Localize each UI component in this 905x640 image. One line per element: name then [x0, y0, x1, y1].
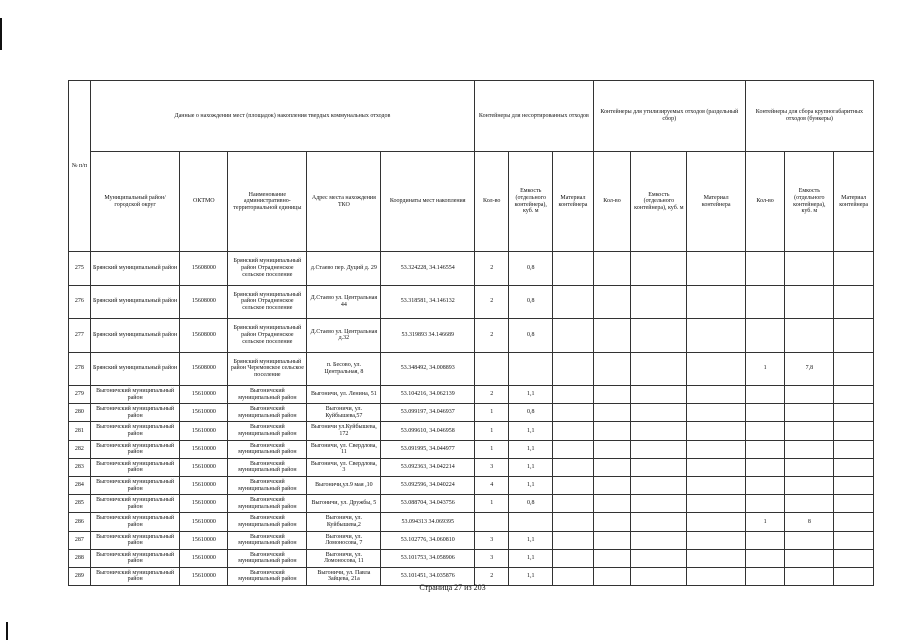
cell-oktmo: 15608000 [180, 285, 228, 319]
cell-recycle-capacity [631, 352, 687, 386]
cell-recycle-capacity [631, 476, 687, 494]
cell-recycle-material [687, 549, 745, 567]
cell-row-number: 283 [69, 458, 91, 476]
cell-unsorted-material [553, 513, 594, 531]
cell-unsorted-qty: 3 [475, 549, 509, 567]
cell-district: Выгоничский муниципальный район [90, 386, 180, 404]
group-header-unsorted: Контейнеры для несортированных отходов [475, 81, 594, 152]
cell-bulky-qty [745, 386, 785, 404]
cell-unsorted-material [553, 549, 594, 567]
cell-oktmo: 15608000 [180, 352, 228, 386]
cell-admin-unit: Выгоничский муниципальный район [228, 422, 307, 440]
cell-oktmo: 15610000 [180, 513, 228, 531]
cell-address: Д.Стаево ул. Центральная д.32 [307, 319, 381, 353]
cell-unsorted-qty [475, 513, 509, 531]
cell-bulky-capacity [785, 458, 834, 476]
cell-row-number: 285 [69, 495, 91, 513]
cell-unsorted-material [553, 352, 594, 386]
cell-bulky-capacity: 7,8 [785, 352, 834, 386]
cell-unsorted-capacity: 1,1 [509, 476, 553, 494]
cell-row-number: 288 [69, 549, 91, 567]
cell-recycle-material [687, 285, 745, 319]
cell-admin-unit: Брянский муниципальный район Черемовское сельское поселение [228, 352, 307, 386]
cell-recycle-qty [593, 549, 630, 567]
cell-row-number: 284 [69, 476, 91, 494]
cell-recycle-material [687, 252, 745, 286]
cell-admin-unit: Брянский муниципальный район Отрадненское сельское поселение [228, 285, 307, 319]
cell-bulky-material [834, 495, 874, 513]
col-material-header: Материал контейнера [687, 152, 745, 252]
cell-unsorted-qty [475, 352, 509, 386]
cell-address: Выгоничи,ул.9 мая ,10 [307, 476, 381, 494]
table-body [69, 252, 874, 586]
cell-recycle-capacity [631, 458, 687, 476]
cell-oktmo: 15610000 [180, 404, 228, 422]
table-row [69, 531, 874, 549]
cell-recycle-qty [593, 352, 630, 386]
cell-bulky-capacity [785, 440, 834, 458]
cell-recycle-qty [593, 386, 630, 404]
cell-bulky-material [834, 476, 874, 494]
cell-address: д.Стаево пер. Дуций д. 29 [307, 252, 381, 286]
group-header-recycle: Контейнеры для утилизируемых отходов (раздельный сбор) [593, 81, 745, 152]
cell-unsorted-capacity: 1,1 [509, 458, 553, 476]
cell-unsorted-capacity: 0,8 [509, 404, 553, 422]
table-row [69, 404, 874, 422]
cell-oktmo: 15610000 [180, 422, 228, 440]
col-num-header: № п/п [69, 81, 91, 252]
cell-recycle-capacity [631, 386, 687, 404]
tko-register-table [68, 80, 874, 586]
cell-bulky-qty: 1 [745, 352, 785, 386]
cell-bulky-capacity [785, 476, 834, 494]
cell-bulky-qty [745, 252, 785, 286]
cell-oktmo: 15608000 [180, 252, 228, 286]
cell-bulky-material [834, 513, 874, 531]
col-qty-header: Кол-во [745, 152, 785, 252]
cell-unsorted-capacity: 1,1 [509, 531, 553, 549]
cell-unsorted-qty: 4 [475, 476, 509, 494]
col-unit-header: Наименование административно-территориальной единицы [228, 152, 307, 252]
cell-unsorted-material [553, 531, 594, 549]
cell-bulky-capacity [785, 422, 834, 440]
cell-district: Брянский муниципальный район [90, 352, 180, 386]
cell-recycle-material [687, 531, 745, 549]
cell-bulky-qty [745, 285, 785, 319]
cell-address: Выгоничи ул.Куйбышева, 172 [307, 422, 381, 440]
cell-unsorted-qty: 1 [475, 404, 509, 422]
cell-district: Брянский муниципальный район [90, 319, 180, 353]
cell-district: Выгоничский муниципальный район [90, 549, 180, 567]
cell-admin-unit: Выгоничский муниципальный район [228, 567, 307, 585]
cell-recycle-capacity [631, 531, 687, 549]
cell-oktmo: 15610000 [180, 476, 228, 494]
cell-admin-unit: Выгоничский муниципальный район [228, 458, 307, 476]
cell-recycle-capacity [631, 404, 687, 422]
cell-recycle-capacity [631, 513, 687, 531]
cell-coordinates: 53.348492, 34.008893 [381, 352, 475, 386]
cell-recycle-qty [593, 319, 630, 353]
cell-unsorted-capacity: 0,8 [509, 495, 553, 513]
cell-recycle-material [687, 513, 745, 531]
col-qty-header: Кол-во [593, 152, 630, 252]
col-capacity-header: Емкость (отдельного контейнера), куб. м [631, 152, 687, 252]
cell-oktmo: 15610000 [180, 495, 228, 513]
cell-recycle-capacity [631, 252, 687, 286]
cell-unsorted-qty: 2 [475, 386, 509, 404]
cell-row-number: 276 [69, 285, 91, 319]
cell-bulky-qty [745, 495, 785, 513]
table-row [69, 458, 874, 476]
cell-unsorted-qty: 3 [475, 458, 509, 476]
cell-unsorted-qty: 2 [475, 285, 509, 319]
cell-district: Брянский муниципальный район [90, 285, 180, 319]
cell-bulky-material [834, 422, 874, 440]
cell-unsorted-qty: 1 [475, 440, 509, 458]
cell-coordinates: 53.091995, 34.044977 [381, 440, 475, 458]
cell-admin-unit: Выгоничский муниципальный район [228, 404, 307, 422]
cell-admin-unit: Выгоничский муниципальный район [228, 549, 307, 567]
cell-recycle-material [687, 458, 745, 476]
cell-recycle-material [687, 476, 745, 494]
cell-bulky-material [834, 352, 874, 386]
cell-recycle-material [687, 422, 745, 440]
cell-recycle-capacity [631, 495, 687, 513]
cell-unsorted-capacity: 1,1 [509, 567, 553, 585]
cell-recycle-qty [593, 531, 630, 549]
cell-recycle-capacity [631, 319, 687, 353]
cell-district: Выгоничский муниципальный район [90, 531, 180, 549]
cell-bulky-qty [745, 549, 785, 567]
cell-unsorted-capacity: 1,1 [509, 386, 553, 404]
cell-unsorted-capacity: 1,1 [509, 549, 553, 567]
cell-unsorted-material [553, 404, 594, 422]
cell-coordinates: 53.104216, 34.062139 [381, 386, 475, 404]
cell-address: Выгоничи, ул. Ломоносова, 7 [307, 531, 381, 549]
cell-row-number: 282 [69, 440, 91, 458]
table-row [69, 495, 874, 513]
cell-bulky-capacity [785, 285, 834, 319]
cell-coordinates: 53.319893 34.146689 [381, 319, 475, 353]
cell-unsorted-capacity [509, 513, 553, 531]
table-row [69, 513, 874, 531]
cell-recycle-material [687, 319, 745, 353]
cell-recycle-material [687, 386, 745, 404]
page-number: Страница 27 из 203 [419, 583, 486, 592]
cell-recycle-qty [593, 422, 630, 440]
cell-unsorted-qty: 3 [475, 531, 509, 549]
table-row [69, 252, 874, 286]
cell-district: Выгоничский муниципальный район [90, 440, 180, 458]
cell-recycle-qty [593, 285, 630, 319]
group-header-location: Данные о нахождении мест (площадок) накопления твердых коммунальных отходов [90, 81, 474, 152]
cell-bulky-capacity [785, 386, 834, 404]
cell-unsorted-qty: 1 [475, 495, 509, 513]
cell-oktmo: 15608000 [180, 319, 228, 353]
col-address-header: Адрес места нахождения ТКО [307, 152, 381, 252]
cell-bulky-material [834, 440, 874, 458]
cell-unsorted-material [553, 495, 594, 513]
cell-coordinates: 53.092363, 34.042214 [381, 458, 475, 476]
col-capacity-header: Емкость (отдельного контейнера), куб. м [509, 152, 553, 252]
cell-oktmo: 15610000 [180, 549, 228, 567]
cell-oktmo: 15610000 [180, 458, 228, 476]
cell-district: Выгоничский муниципальный район [90, 476, 180, 494]
cell-bulky-capacity [785, 319, 834, 353]
col-capacity-header: Емкость (отдельного контейнера), куб. м [785, 152, 834, 252]
cell-recycle-qty [593, 458, 630, 476]
table-row [69, 386, 874, 404]
cell-recycle-capacity [631, 440, 687, 458]
cell-oktmo: 15610000 [180, 386, 228, 404]
cell-admin-unit: Выгоничский муниципальный район [228, 476, 307, 494]
cell-oktmo: 15610000 [180, 440, 228, 458]
cell-bulky-qty [745, 440, 785, 458]
cell-unsorted-qty: 2 [475, 252, 509, 286]
cell-bulky-capacity [785, 549, 834, 567]
cell-unsorted-qty: 2 [475, 319, 509, 353]
cell-unsorted-material [553, 476, 594, 494]
col-oktmo-header: ОКТМО [180, 152, 228, 252]
cell-unsorted-capacity: 0,8 [509, 319, 553, 353]
cell-row-number: 287 [69, 531, 91, 549]
table-row [69, 440, 874, 458]
cell-bulky-material [834, 549, 874, 567]
cell-recycle-material [687, 495, 745, 513]
cell-admin-unit: Выгоничский муниципальный район [228, 513, 307, 531]
cell-unsorted-capacity: 0,8 [509, 252, 553, 286]
cell-unsorted-material [553, 285, 594, 319]
cell-address: Выгоничи, ул. Свердлова, 3 [307, 458, 381, 476]
cell-unsorted-qty: 2 [475, 567, 509, 585]
cell-unsorted-qty: 1 [475, 422, 509, 440]
cell-unsorted-capacity [509, 352, 553, 386]
table-row [69, 319, 874, 353]
cell-coordinates: 53.324228, 34.146554 [381, 252, 475, 286]
cell-district: Выгоничский муниципальный район [90, 567, 180, 585]
cell-bulky-qty [745, 458, 785, 476]
cell-row-number: 278 [69, 352, 91, 386]
cell-recycle-qty [593, 440, 630, 458]
cell-coordinates: 53.088704, 34.043756 [381, 495, 475, 513]
group-header-bulky: Контейнеры для сбора крупногабаритных отходов (бункеры) [745, 81, 873, 152]
cell-address: Выгоничи, ул. Куйбышева,2 [307, 513, 381, 531]
cell-admin-unit: Брянский муниципальный район Отрадненское сельское поселение [228, 319, 307, 353]
col-district-header: Муниципальный район/городской округ [90, 152, 180, 252]
cell-admin-unit: Выгоничский муниципальный район [228, 386, 307, 404]
cell-oktmo: 15610000 [180, 567, 228, 585]
cell-recycle-material [687, 352, 745, 386]
cell-district: Выгоничский муниципальный район [90, 495, 180, 513]
cell-address: Выгоничи, ул. Куйбышева,57 [307, 404, 381, 422]
cell-unsorted-material [553, 386, 594, 404]
cell-unsorted-material [553, 440, 594, 458]
cell-bulky-qty [745, 531, 785, 549]
cell-bulky-qty [745, 404, 785, 422]
col-qty-header: Кол-во [475, 152, 509, 252]
col-coords-header: Координаты мест накопления [381, 152, 475, 252]
cell-coordinates: 53.318581, 34.146132 [381, 285, 475, 319]
cell-row-number: 289 [69, 567, 91, 585]
cell-address: Выгоничи, ул. Ленина, 51 [307, 386, 381, 404]
cell-address: п. Бесово, ул. Центральная, 8 [307, 352, 381, 386]
cell-coordinates: 53.102776, 34.060810 [381, 531, 475, 549]
cell-row-number: 286 [69, 513, 91, 531]
cell-recycle-capacity [631, 422, 687, 440]
cell-unsorted-material [553, 252, 594, 286]
cell-bulky-qty [745, 476, 785, 494]
cell-recycle-material [687, 440, 745, 458]
table-row [69, 352, 874, 386]
table-row [69, 285, 874, 319]
cell-unsorted-capacity: 1,1 [509, 422, 553, 440]
cell-recycle-qty [593, 404, 630, 422]
cell-recycle-qty [593, 476, 630, 494]
cell-bulky-qty [745, 319, 785, 353]
cell-address: Выгоничи, ул. Павла Зайцева, 21а [307, 567, 381, 585]
cell-bulky-material [834, 386, 874, 404]
cell-recycle-capacity [631, 549, 687, 567]
cell-unsorted-capacity: 1,1 [509, 440, 553, 458]
cell-bulky-capacity [785, 531, 834, 549]
cell-recycle-material [687, 404, 745, 422]
cell-district: Выгоничский муниципальный район [90, 513, 180, 531]
cell-bulky-material [834, 285, 874, 319]
cell-coordinates: 53.101451, 34.035876 [381, 567, 475, 585]
cell-unsorted-material [553, 422, 594, 440]
cell-address: Выгоничи, ул. Ломоносова, 11 [307, 549, 381, 567]
cell-recycle-qty [593, 252, 630, 286]
table-row [69, 422, 874, 440]
cell-coordinates: 53.099610, 34.046958 [381, 422, 475, 440]
cell-district: Выгоничский муниципальный район [90, 422, 180, 440]
cell-bulky-capacity [785, 495, 834, 513]
table-row [69, 549, 874, 567]
cell-row-number: 280 [69, 404, 91, 422]
table-row [69, 476, 874, 494]
cell-coordinates: 53.101753, 34.058906 [381, 549, 475, 567]
cell-row-number: 281 [69, 422, 91, 440]
cell-row-number: 277 [69, 319, 91, 353]
cell-admin-unit: Выгоничский муниципальный район [228, 495, 307, 513]
cell-bulky-qty [745, 422, 785, 440]
cell-district: Брянский муниципальный район [90, 252, 180, 286]
cell-bulky-material [834, 319, 874, 353]
cell-admin-unit: Брянский муниципальный район Отрадненское сельское поселение [228, 252, 307, 286]
scan-edge-mark [6, 622, 8, 640]
col-material-header: Материал контейнера [553, 152, 594, 252]
cell-recycle-capacity [631, 285, 687, 319]
cell-unsorted-material [553, 319, 594, 353]
cell-district: Выгоничский муниципальный район [90, 404, 180, 422]
cell-unsorted-capacity: 0,8 [509, 285, 553, 319]
cell-coordinates: 53.099197, 34.046937 [381, 404, 475, 422]
cell-recycle-qty [593, 495, 630, 513]
cell-admin-unit: Выгоничский муниципальный район [228, 440, 307, 458]
cell-bulky-material [834, 458, 874, 476]
cell-address: Д.Стаево ул. Центральная 44 [307, 285, 381, 319]
cell-bulky-capacity [785, 252, 834, 286]
cell-bulky-capacity [785, 404, 834, 422]
cell-recycle-qty [593, 513, 630, 531]
col-material-header: Материал контейнера [834, 152, 874, 252]
cell-bulky-material [834, 404, 874, 422]
cell-district: Выгоничский муниципальный район [90, 458, 180, 476]
cell-address: Выгоничи, ул. Свердлова, 11 [307, 440, 381, 458]
cell-row-number: 279 [69, 386, 91, 404]
scan-edge-mark [0, 18, 2, 50]
cell-address: Выгоничи, ул. Дружбы, 5 [307, 495, 381, 513]
cell-bulky-material [834, 531, 874, 549]
cell-row-number: 275 [69, 252, 91, 286]
cell-coordinates: 53.092596, 34.040224 [381, 476, 475, 494]
cell-unsorted-material [553, 458, 594, 476]
cell-bulky-material [834, 252, 874, 286]
cell-oktmo: 15610000 [180, 531, 228, 549]
cell-bulky-capacity: 8 [785, 513, 834, 531]
cell-coordinates: 53.094313 34.069395 [381, 513, 475, 531]
cell-bulky-qty: 1 [745, 513, 785, 531]
cell-admin-unit: Выгоничский муниципальный район [228, 531, 307, 549]
